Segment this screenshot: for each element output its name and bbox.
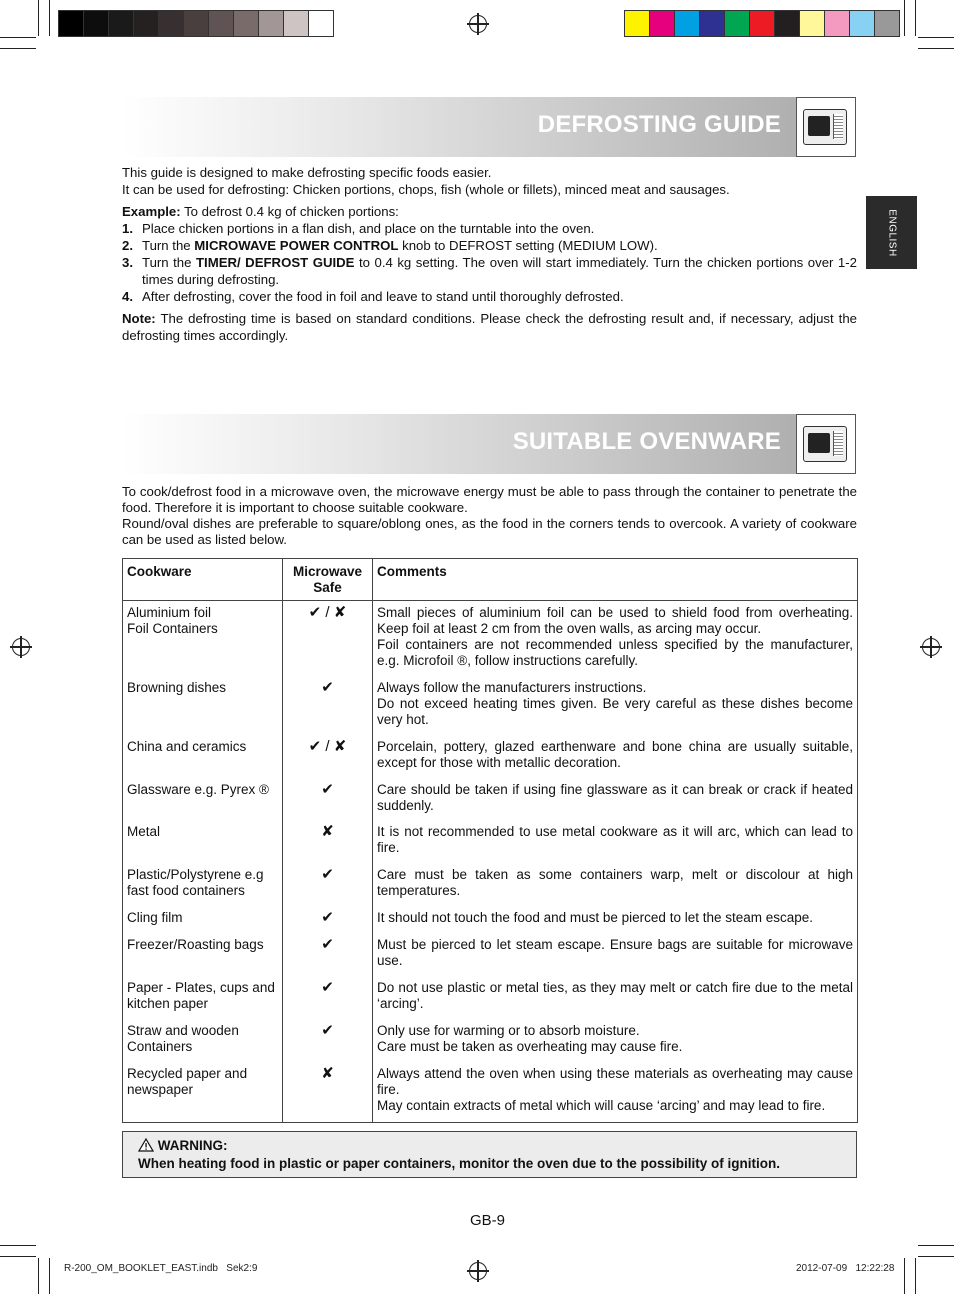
cookware-cell: Recycled paper and newspaper xyxy=(123,1066,283,1123)
crop-mark xyxy=(918,37,954,38)
cookware-cell: Paper - Plates, cups and kitchen paper xyxy=(123,980,283,1023)
crop-mark xyxy=(49,0,50,36)
example-text: To defrost 0.4 kg of chicken portions: xyxy=(180,204,399,219)
cookware-cell: Aluminium foil Foil Containers xyxy=(123,601,283,681)
cookware-cell: Browning dishes xyxy=(123,680,283,739)
defrosting-guide-banner xyxy=(122,97,856,157)
footer-file-info: R-200_OM_BOOKLET_EAST.indb Sek2:9 xyxy=(64,1263,258,1274)
example-line xyxy=(122,203,857,220)
table-row xyxy=(123,680,858,739)
microwave-icon xyxy=(796,414,856,474)
crop-mark xyxy=(38,1258,39,1294)
microwave-safe-cell: ✔ xyxy=(283,910,373,937)
crop-mark xyxy=(0,37,36,38)
cookware-cell: Straw and wooden Containers xyxy=(123,1023,283,1066)
language-tab-label: ENGLISH xyxy=(886,208,897,257)
color-swatch xyxy=(159,11,184,36)
step-text: After defrosting, cover the food in foil and leave to stand until thoroughly defrosted. xyxy=(142,289,624,304)
color-swatch xyxy=(825,11,850,36)
step-item xyxy=(122,220,857,237)
footer-timestamp: 2012-07-09 12:22:28 xyxy=(796,1263,895,1274)
cookware-cell: Cling film xyxy=(123,910,283,937)
microwave-safe-cell: ✘ xyxy=(283,824,373,867)
warning-icon xyxy=(138,1138,154,1156)
step-control-name: MICROWAVE POWER CONTROL xyxy=(194,238,399,253)
ovenware-intro xyxy=(122,484,857,548)
registration-mark-icon xyxy=(922,638,940,656)
example-label: Example: xyxy=(122,204,181,219)
table-row xyxy=(123,782,858,824)
step-control-name: TIMER/ DEFROST GUIDE xyxy=(195,255,355,270)
microwave-safe-cell: ✔ xyxy=(283,980,373,1023)
color-swatch xyxy=(750,11,775,36)
comments-cell: Care should be taken if using fine glassware as it can break or crack if heated suddenly. xyxy=(373,782,858,824)
microwave-safe-cell: ✔ xyxy=(283,867,373,910)
table-row xyxy=(123,601,858,681)
color-swatch xyxy=(675,11,700,36)
intro-paragraph: To cook/defrost food in a microwave oven, the microwave energy must be able to pass through the container to penetrate the food. Therefore it is important to choose suitable cookware. xyxy=(122,484,857,515)
microwave-safe-cell: ✔ xyxy=(283,1023,373,1066)
color-swatch xyxy=(284,11,309,36)
color-swatch xyxy=(109,11,134,36)
color-swatch xyxy=(309,11,333,36)
step-item xyxy=(122,288,857,305)
grayscale-color-bar xyxy=(58,10,334,37)
warning-label: WARNING: xyxy=(157,1138,228,1153)
comments-cell: Only use for warming or to absorb moisture. Care must be taken as overheating may cause fire. xyxy=(373,1023,858,1066)
color-swatch xyxy=(800,11,825,36)
note-label: Note: xyxy=(122,311,156,326)
comments-cell: Must be pierced to let steam escape. Ensure bags are suitable for microwave use. xyxy=(373,937,858,980)
suitable-ovenware-banner xyxy=(122,414,856,474)
comments-cell: Always attend the oven when using these materials as overheating may cause fire. May contain extracts of metal which will cause ‘arcing’ and may lead to fire. xyxy=(373,1066,858,1123)
table-row xyxy=(123,937,858,980)
table-row xyxy=(123,910,858,937)
color-swatch xyxy=(775,11,800,36)
color-swatch xyxy=(59,11,84,36)
crop-mark xyxy=(0,1245,36,1246)
color-swatch xyxy=(84,11,109,36)
step-number: 3. xyxy=(122,255,133,270)
step-text: Turn the xyxy=(142,255,196,270)
color-swatch xyxy=(850,11,875,36)
defrost-steps xyxy=(122,220,857,305)
cmyk-color-bar xyxy=(624,10,900,37)
microwave-safe-cell: ✔ / ✘ xyxy=(283,739,373,782)
comments-cell: Always follow the manufacturers instructions. Do not exceed heating times given. Be very careful as these dishes become very hot. xyxy=(373,680,858,739)
step-number: 4. xyxy=(122,289,133,304)
color-swatch xyxy=(134,11,159,36)
warning-text: When heating food in plastic or paper containers, monitor the oven due to the possibility of ignition. xyxy=(138,1156,781,1171)
microwave-safe-cell: ✔ xyxy=(283,680,373,739)
page-number: GB-9 xyxy=(470,1212,506,1229)
registration-mark-icon xyxy=(469,1262,487,1280)
comments-cell: It is not recommended to use metal cookware as it will arc, which can lead to fire. xyxy=(373,824,858,867)
cookware-cell: Glassware e.g. Pyrex ® xyxy=(123,782,283,824)
crop-mark xyxy=(915,0,916,36)
color-swatch xyxy=(209,11,234,36)
header-microwave-safe: Microwave Safe xyxy=(283,559,373,601)
cookware-cell: Freezer/Roasting bags xyxy=(123,937,283,980)
comments-cell: Do not use plastic or metal ties, as they may melt or catch fire due to the metal ‘arcing’. xyxy=(373,980,858,1023)
cookware-cell: Metal xyxy=(123,824,283,867)
color-swatch xyxy=(650,11,675,36)
color-swatch xyxy=(184,11,209,36)
color-swatch xyxy=(625,11,650,36)
microwave-icon xyxy=(796,97,856,157)
registration-mark-icon xyxy=(12,638,30,656)
microwave-safe-cell: ✔ xyxy=(283,937,373,980)
crop-mark xyxy=(49,1258,50,1294)
microwave-safe-cell: ✔ xyxy=(283,782,373,824)
comments-cell: Small pieces of aluminium foil can be used to shield food from overheating. Keep foil at least 2 cm from the oven walls, as arcing may occur. Foil containers are not recommended unless specified by the manufacturer, e.g. Microfoil ®, follow instructions carefully. xyxy=(373,601,858,681)
warning-box xyxy=(122,1131,857,1178)
step-text: Turn the xyxy=(142,238,195,253)
crop-mark xyxy=(918,1256,954,1257)
comments-cell: Porcelain, pottery, glazed earthenware and bone china are usually suitable, except for those with metallic decoration. xyxy=(373,739,858,782)
intro-paragraph: Round/oval dishes are preferable to square/oblong ones, as the food in the corners tends to overcook. A variety of cookware can be used as listed below. xyxy=(122,516,857,547)
note-text: The defrosting time is based on standard conditions. Please check the defrosting result and, if necessary, adjust the defrosting times accordingly. xyxy=(122,311,857,343)
step-text: to 0.4 kg setting. The oven will start immediately. Turn the chicken portions over 1-2 times during defrosting. xyxy=(142,255,857,287)
step-text: Place chicken portions in a flan dish, and place on the turntable into the oven. xyxy=(142,221,595,236)
intro-line: It can be used for defrosting: Chicken portions, chops, fish (whole or fillets), minced meat and sausages. xyxy=(122,182,730,197)
cookware-cell: Plastic/Polystyrene e.g fast food containers xyxy=(123,867,283,910)
step-item xyxy=(122,237,857,254)
registration-mark-icon xyxy=(469,15,487,33)
table-row xyxy=(123,867,858,910)
defrosting-text xyxy=(122,164,857,344)
microwave-safe-cell: ✔ / ✘ xyxy=(283,601,373,681)
language-tab xyxy=(866,196,917,269)
crop-mark xyxy=(38,0,39,36)
intro-line: This guide is designed to make defrosting specific foods easier. xyxy=(122,165,492,180)
crop-mark xyxy=(918,1245,954,1246)
microwave-safe-cell: ✘ xyxy=(283,1066,373,1123)
color-swatch xyxy=(700,11,725,36)
color-swatch xyxy=(875,11,899,36)
table-row xyxy=(123,739,858,782)
crop-mark xyxy=(904,1258,905,1294)
crop-mark xyxy=(915,1258,916,1294)
color-swatch xyxy=(259,11,284,36)
crop-mark xyxy=(904,0,905,36)
section-title: DEFROSTING GUIDE xyxy=(537,111,781,138)
step-number: 2. xyxy=(122,238,133,253)
crop-mark xyxy=(0,1256,36,1257)
crop-mark xyxy=(0,48,36,49)
table-row xyxy=(123,1023,858,1066)
header-comments: Comments xyxy=(373,559,858,601)
step-item xyxy=(122,254,857,288)
crop-mark xyxy=(918,48,954,49)
section-title: SUITABLE OVENWARE xyxy=(512,428,781,455)
cookware-table xyxy=(122,558,858,1123)
step-text: knob to DEFROST setting (MEDIUM LOW). xyxy=(398,238,658,253)
step-number: 1. xyxy=(122,221,133,236)
table-header-row xyxy=(123,559,858,601)
color-swatch xyxy=(234,11,259,36)
table-row xyxy=(123,980,858,1023)
header-cookware: Cookware xyxy=(123,559,283,601)
note xyxy=(122,310,857,344)
table-row xyxy=(123,824,858,867)
cookware-cell: China and ceramics xyxy=(123,739,283,782)
color-swatch xyxy=(725,11,750,36)
comments-cell: Care must be taken as some containers warp, melt or discolour at high temperatures. xyxy=(373,867,858,910)
table-row xyxy=(123,1066,858,1123)
comments-cell: It should not touch the food and must be pierced to let the steam escape. xyxy=(373,910,858,937)
